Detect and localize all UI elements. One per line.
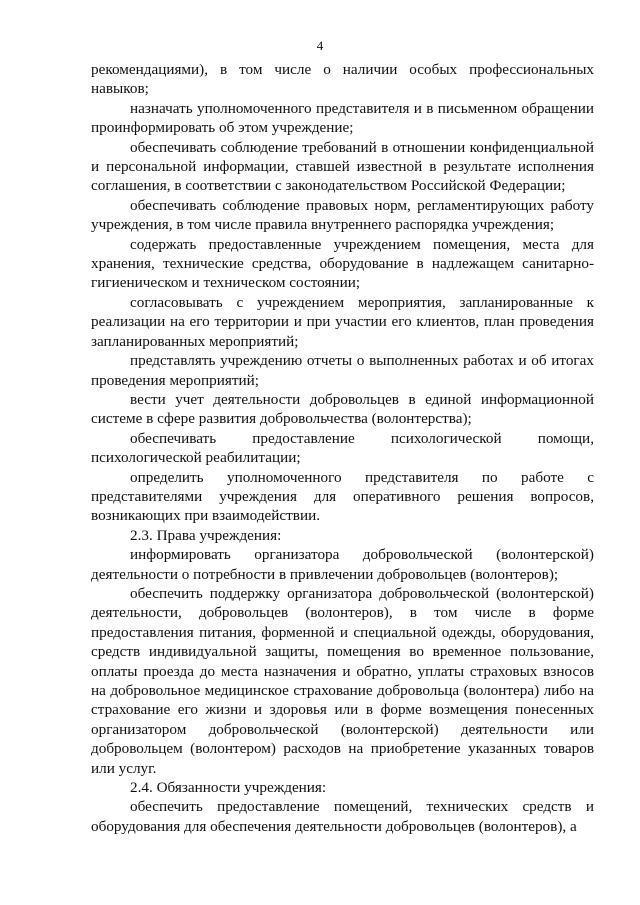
paragraph: содержать предоставленные учреждением помещения, места для хранения, технические средства, оборудование в надлежащем санитарно-гигиеническом и техническом состоянии; — [91, 235, 594, 292]
paragraph: согласовывать с учреждением мероприятия, запланированные к реализации на его территории и при участии его клиентов, план проведения запланированных мероприятий; — [91, 293, 594, 350]
paragraph: вести учет деятельности добровольцев в единой информационной системе в сфере развития добровольчества (волонтерства); — [91, 390, 594, 428]
section-heading: 2.4. Обязанности учреждения: — [130, 779, 327, 797]
section-heading: 2.3. Права учреждения: — [130, 526, 282, 544]
page-number: 4 — [316, 38, 324, 53]
paragraph: представлять учреждению отчеты о выполненных работах и об итогах проведения мероприятий; — [91, 352, 594, 389]
document-body — [91, 60, 594, 836]
paragraph: информировать организатора добровольческой (волонтерской) деятельности о потребности в привлечении добровольцев (волонтеров); — [91, 546, 594, 583]
paragraph: обеспечить предоставление помещений, технических средств и оборудования для обеспечения деятельности добровольцев (волонтеров), а — [91, 798, 594, 835]
paragraph: назначать уполномоченного представителя и в письменном обращении проинформировать об этом учреждение; — [91, 99, 594, 137]
paragraph: обеспечить поддержку организатора добровольческой (волонтерской) деятельности, добровольцев (волонтеров), в том числе в форме предоставления питания, форменной и специальной одежды, оборудования, средств индивидуальной защиты, помещения во временное пользование, оплаты проезда до места назначения и обратно, уплаты страховых взносов на добровольное медицинское страхование добровольца (волонтера) либо на страхование его жизни и здоровья или в форме возмещения понесенных организатором добровольческой (волонтерской) деятельности или добровольцем (волонтером) расходов на приобретение указанных товаров или услуг. — [91, 584, 594, 777]
paragraph: обеспечивать предоставление психологической помощи, психологической реабилитации; — [91, 429, 594, 467]
paragraph: рекомендациями), в том числе о наличии особых профессиональных навыков; — [91, 61, 594, 98]
paragraph: обеспечивать соблюдение требований в отношении конфиденциальной и персональной информации, ставшей известной в результате исполнения соглашения, в соответствии с законодательством Российской Федерации; — [91, 138, 594, 195]
paragraph: определить уполномоченного представителя по работе с представителями учреждения для оперативного решения вопросов, возникающих при взаимодействии. — [91, 468, 594, 525]
paragraph: обеспечивать соблюдение правовых норм, регламентирующих работу учреждения, в том числе правила внутреннего распорядка учреждения; — [91, 196, 594, 234]
